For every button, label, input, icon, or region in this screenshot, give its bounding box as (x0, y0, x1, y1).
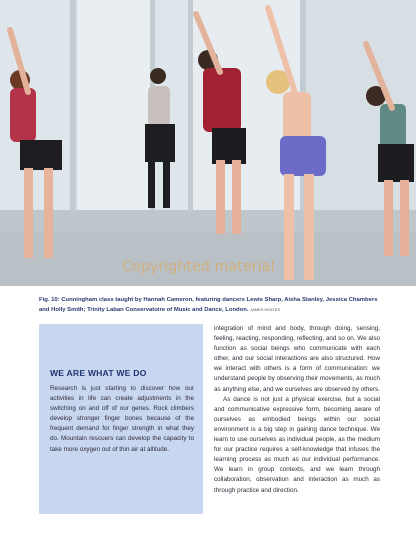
sidebar-text: Research is just starting to discover how our activities in life can create adjustments in the switching on and off of our genes. Rock climbers develop stronger finger bones because of the frequent demand for finger strength in what they do. Mountain rescuers can develop the capacity to take more oxygen out of thin air at altitude. (50, 385, 194, 453)
figure-caption (39, 295, 379, 315)
body-paragraph-1: integration of mind and body, through doing, sensing, feeling, reacting, responding, reflecting, and so on. We also function as social beings who communicate with each other, and our social interactions are also structured. How we interact with others is a form of communication: we understand people by observing their movements, as much as anything else, and we ourselves are observed by others. (214, 325, 380, 393)
body-column (214, 324, 380, 496)
sidebar-box (39, 324, 203, 514)
sidebar-heading: WE ARE WHAT WE DO (50, 368, 147, 378)
body-paragraph-2: As dance is not just a physical exercise, but a social and communicative expressive form, becoming aware of ourselves as embodied beings within our social environment is a big step in gaining dance technique. We learn to use ourselves as individual people, as the medium for our practice requires a self-knowledge that infuses the learning process as much as our individual performance. We learn in group contexts, and we learn through collaboration, observation and interaction as much as through practice and direction. (214, 395, 380, 494)
copyright-watermark: Copyrighted material (122, 259, 275, 275)
photo-credit: JAMES KEATES (250, 307, 281, 312)
caption-text: Fig. 10: Cunningham class taught by Hannah Cameron, featuring dancers Lewis Sharp, Aisha Stanley, Jessica Chambers and Holly Smith; Trinity Laban Conservatoire of Music and Dance, London. (39, 297, 378, 313)
